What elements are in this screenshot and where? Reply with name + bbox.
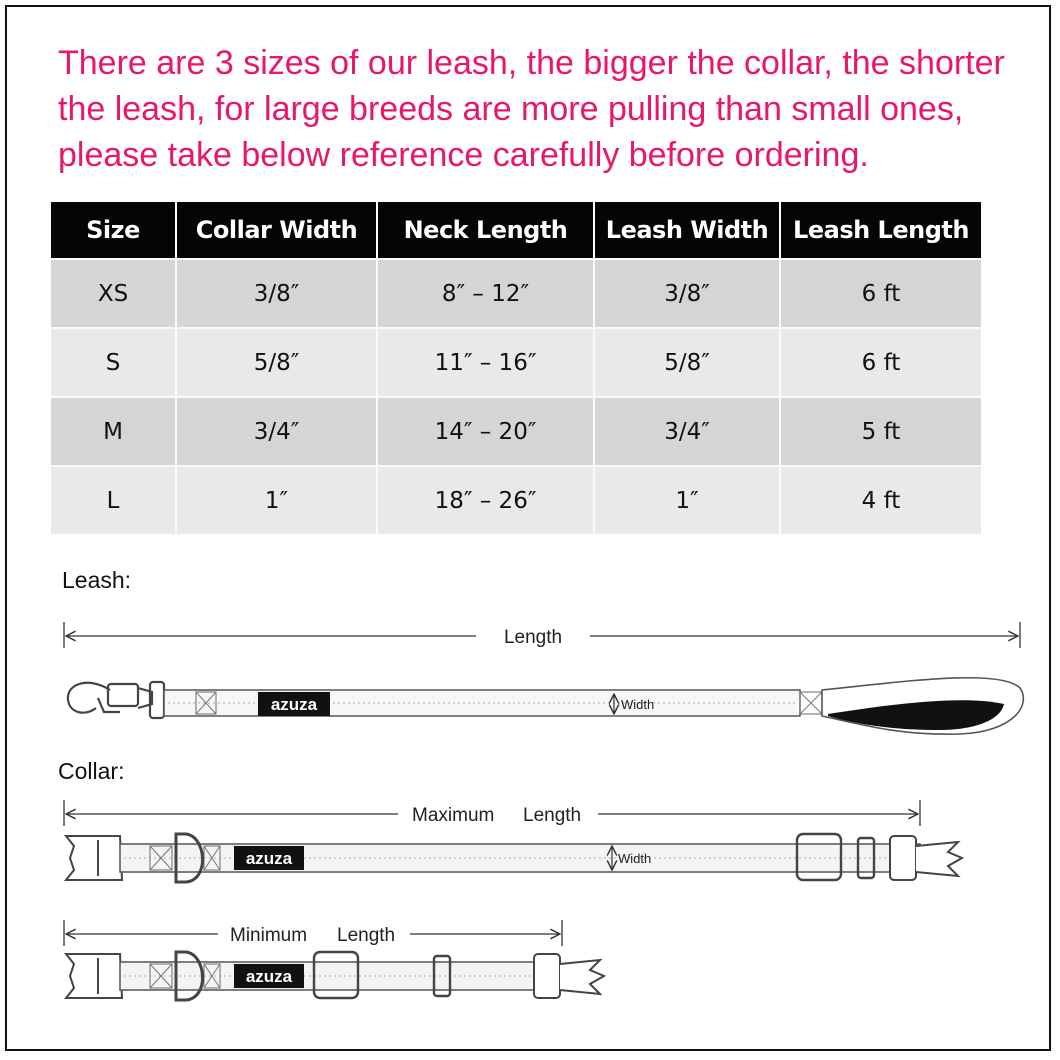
header-leash-length: Leash Length xyxy=(780,202,981,259)
header-size: Size xyxy=(51,202,176,259)
collar-max-label-2: Length xyxy=(523,805,582,826)
collar-max-label-1: Maximum xyxy=(412,805,495,826)
leash-section-label: Leash: xyxy=(62,567,132,593)
leash-width-label: Width xyxy=(621,697,655,712)
leash-diagram xyxy=(64,622,1023,734)
cell-leash-length: 5 ft xyxy=(780,397,981,466)
leash-length-label: Length xyxy=(503,627,563,648)
buckle-female-icon xyxy=(66,836,122,880)
collar-min-strap xyxy=(120,962,560,990)
intro-line-3: please take below reference carefully before ordering. xyxy=(58,136,869,174)
cell-neck-length: 18″ – 26″ xyxy=(377,466,594,534)
collar-min-brand-label: azuza xyxy=(245,967,293,986)
cell-collar-width: 3/8″ xyxy=(176,259,377,328)
collar-max-length-dimension xyxy=(64,800,920,826)
header-collar-width: Collar Width xyxy=(176,202,377,259)
cell-size: M xyxy=(51,397,176,466)
cell-neck-length: 14″ – 20″ xyxy=(377,397,594,466)
collar-max-width-label: Width xyxy=(618,851,652,866)
buckle-male-icon xyxy=(890,836,962,880)
leash-handle-icon xyxy=(822,678,1023,734)
cell-collar-width: 3/4″ xyxy=(176,397,377,466)
cell-leash-length: 4 ft xyxy=(780,466,981,534)
buckle-female-icon xyxy=(66,954,122,998)
collar-max-diagram xyxy=(64,800,962,882)
cell-leash-length: 6 ft xyxy=(780,259,981,328)
cell-size: S xyxy=(51,328,176,397)
intro-line-2: the leash, for large breeds are more pulling than small ones, xyxy=(58,90,964,128)
cell-neck-length: 11″ – 16″ xyxy=(377,328,594,397)
cell-leash-width: 3/8″ xyxy=(594,259,780,328)
leash-length-dimension xyxy=(64,622,1020,648)
header-leash-width: Leash Width xyxy=(594,202,780,259)
cell-leash-width: 3/4″ xyxy=(594,397,780,466)
intro-line-1: There are 3 sizes of our leash, the bigger the collar, the shorter xyxy=(58,44,1005,82)
leash-width-dimension xyxy=(614,694,654,714)
collar-min-label-2: Length xyxy=(337,925,396,946)
collar-section-label: Collar: xyxy=(58,758,125,784)
cell-leash-length: 6 ft xyxy=(780,328,981,397)
leash-strap xyxy=(164,690,822,716)
collar-min-diagram xyxy=(64,920,604,1000)
leash-brand-label: azuza xyxy=(270,695,318,714)
collar-max-brand-label: azuza xyxy=(245,849,293,868)
buckle-male-icon xyxy=(534,954,604,998)
snap-hook-icon xyxy=(68,682,164,718)
cell-collar-width: 1″ xyxy=(176,466,377,534)
cell-collar-width: 5/8″ xyxy=(176,328,377,397)
cell-neck-length: 8″ – 12″ xyxy=(377,259,594,328)
cell-leash-width: 5/8″ xyxy=(594,328,780,397)
cell-size: L xyxy=(51,466,176,534)
collar-max-strap xyxy=(120,844,920,872)
header-neck-length: Neck Length xyxy=(377,202,594,259)
collar-min-length-dimension xyxy=(64,920,562,946)
collar-min-label-1: Minimum xyxy=(230,925,308,946)
cell-leash-width: 1″ xyxy=(594,466,780,534)
cell-size: XS xyxy=(51,259,176,328)
